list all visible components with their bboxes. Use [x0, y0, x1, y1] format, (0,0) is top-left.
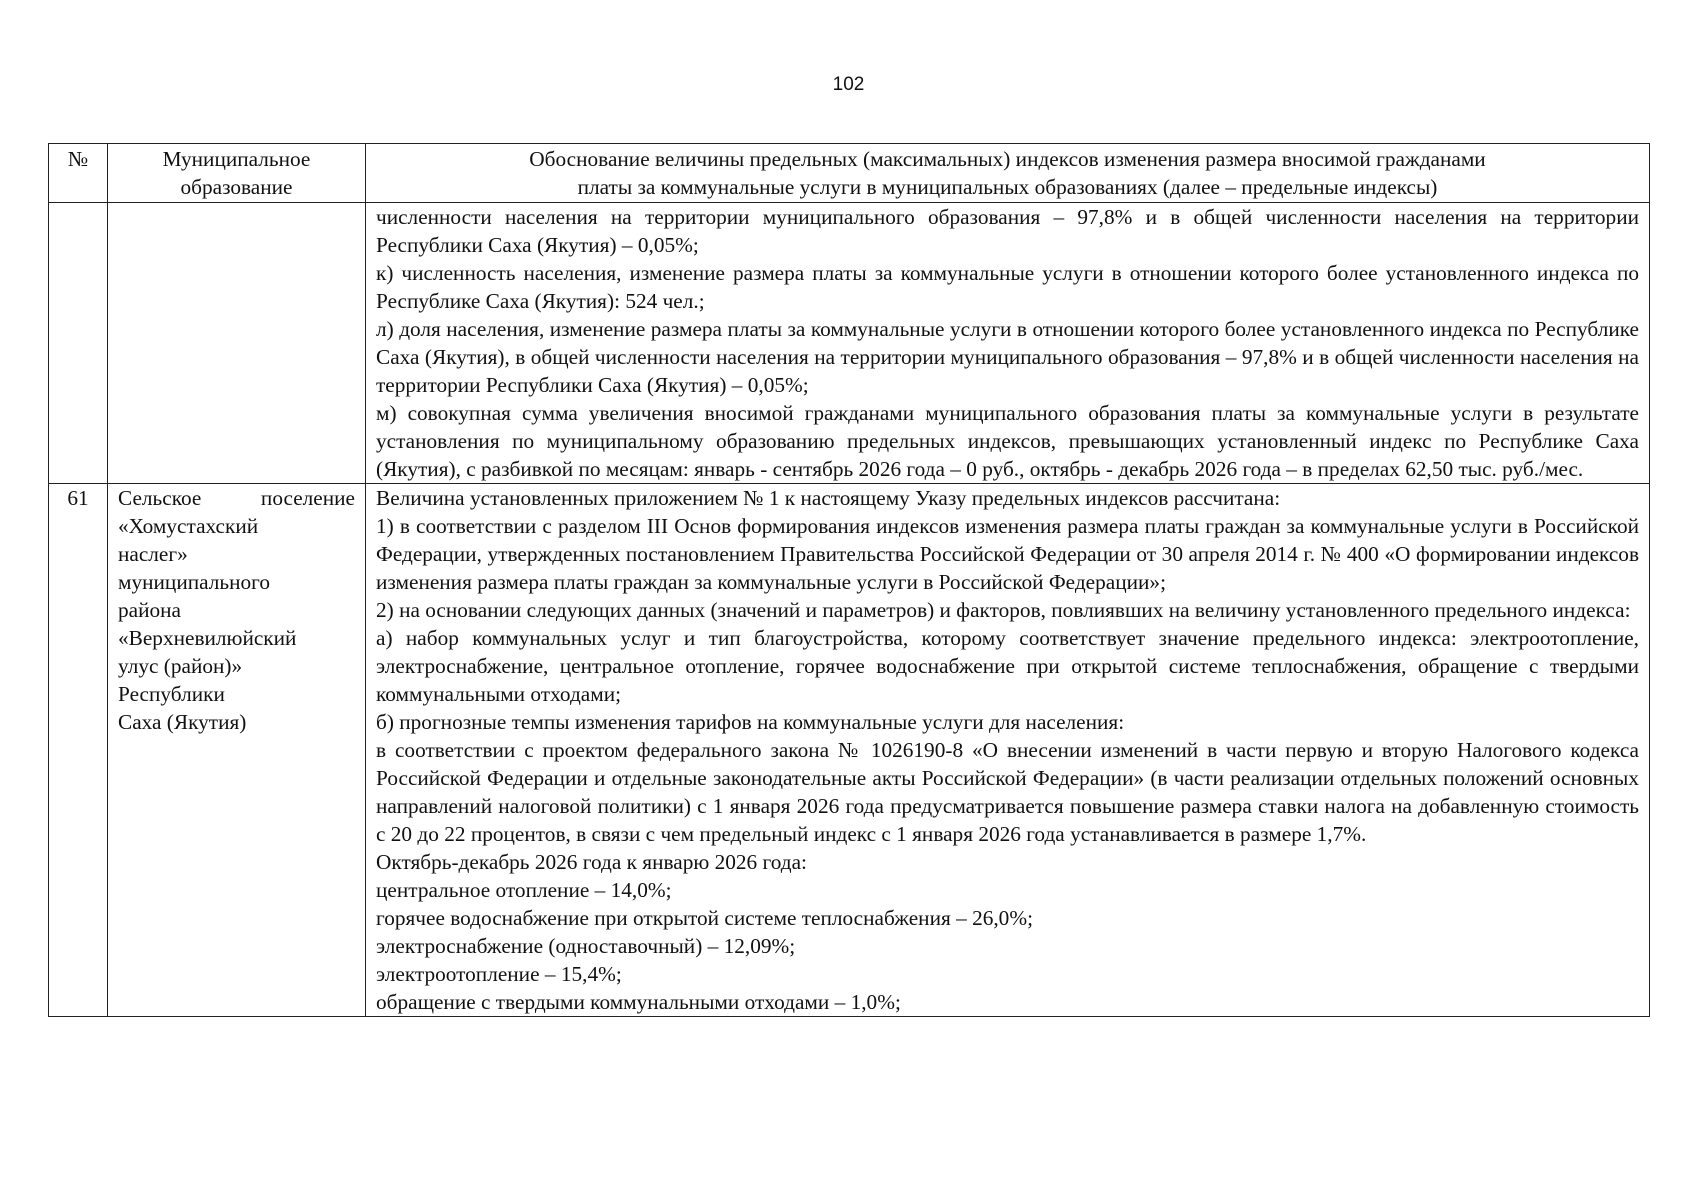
page-number: 102	[832, 74, 865, 95]
municipality-line: «Верхневилюйский	[118, 626, 297, 650]
paragraph: Октябрь-декабрь 2026 года к январю 2026 года:	[376, 850, 807, 874]
municipality-line: района	[118, 598, 181, 622]
indices-table	[48, 143, 1650, 1017]
municipality-line: улус (район)»	[118, 654, 243, 678]
header-justification-line: Обоснование величины предельных (максимальных) индексов изменения размера вносимой гражданами	[529, 147, 1486, 171]
header-municipality-line: Муниципальное	[162, 147, 311, 171]
paragraph: численности населения на территории муниципального образования – 97,8% и в общей численности населения на территории Республики Саха (Якутия) – 0,05%;	[376, 205, 1639, 257]
paragraph: в соответствии с проектом федерального закона № 1026190-8 «О внесении изменений в части первую и вторую Налогового кодекса Российской Федерации и отдельные законодательные акты Российской Федерации» (в части реализации отдельных положений основных направлений налоговой политики) с 1 января 2026 года предусматривается повышение размера ставки налога на добавленную стоимость с 20 до 22 процентов, в связи с чем предельный индекс с 1 января 2026 года устанавливается в размере 1,7%.	[376, 738, 1639, 846]
paragraph: а) набор коммунальных услуг и тип благоустройства, которому соответствует значение предельного индекса: электроотопление, электроснабжение, центральное отопление, горячее водоснабжение при открытой системе теплоснабжения, обращение с твердыми коммунальными отходами;	[376, 626, 1639, 706]
paragraph: к) численность населения, изменение размера платы за коммунальные услуги в отношении которого более установленного индекса по Республике Саха (Якутия): 524 чел.;	[376, 261, 1639, 313]
paragraph: центральное отопление – 14,0%;	[376, 878, 672, 902]
paragraph: б) прогнозные темпы изменения тарифов на коммунальные услуги для населения:	[376, 710, 1125, 734]
table-row	[49, 484, 1650, 1017]
header-justification	[366, 144, 1650, 203]
table-header-row	[49, 144, 1650, 203]
municipality-line: наслег»	[118, 542, 188, 566]
header-municipality	[108, 144, 366, 203]
paragraph: л) доля населения, изменение размера платы за коммунальные услуги в отношении которого более установленного индекса по Республике Саха (Якутия), в общей численности населения на территории муниципального образования – 97,8% и в общей численности населения на территории Республики Саха (Якутия) – 0,05%;	[376, 317, 1639, 397]
header-justification-line: платы за коммунальные услуги в муниципальных образованиях (далее – предельные индексы)	[577, 175, 1438, 199]
paragraph: Величина установленных приложением № 1 к настоящему Указу предельных индексов рассчитана:	[376, 486, 1281, 510]
row-justification	[366, 484, 1650, 1017]
row-number	[49, 203, 108, 484]
municipality-line: Саха (Якутия)	[118, 710, 247, 734]
paragraph: обращение с твердыми коммунальными отходами – 1,0%;	[376, 990, 901, 1014]
paragraph: 2) на основании следующих данных (значений и параметров) и факторов, повлиявших на величину установленного предельного индекса:	[376, 598, 1631, 622]
municipality-line: «Хомустахский	[118, 514, 259, 538]
municipality-line: Республики	[118, 682, 225, 706]
paragraph: горячее водоснабжение при открытой системе теплоснабжения – 26,0%;	[376, 906, 1033, 930]
paragraph: электроснабжение (одноставочный) – 12,09%;	[376, 934, 796, 958]
table-row	[49, 203, 1650, 484]
paragraph: 1) в соответствии с разделом III Основ формирования индексов изменения размера платы граждан за коммунальные услуги в Российской Федерации, утвержденных постановлением Правительства Российской Федерации от 30 апреля 2014 г. № 400 «О формировании индексов изменения размера платы граждан за коммунальные услуги в Российской Федерации»;	[376, 514, 1639, 594]
row-justification	[366, 203, 1650, 484]
header-number: №	[49, 144, 108, 203]
row-number: 61	[49, 484, 108, 1017]
paragraph: м) совокупная сумма увеличения вносимой гражданами муниципального образования платы за коммунальные услуги в результате установления по муниципальному образованию предельных индексов, превышающих установленный индекс по Республике Саха (Якутия), с разбивкой по месяцам: январь - сентябрь 2026 года – 0 руб., октябрь - декабрь 2026 года – в пределах 62,50 тыс. руб./мес.	[376, 401, 1639, 481]
row-municipality	[108, 484, 366, 1017]
header-municipality-line: образование	[180, 175, 293, 199]
municipality-line: Сельское поселение	[118, 486, 355, 510]
row-municipality	[108, 203, 366, 484]
paragraph: электроотопление – 15,4%;	[376, 962, 622, 986]
municipality-line: муниципального	[118, 570, 270, 594]
